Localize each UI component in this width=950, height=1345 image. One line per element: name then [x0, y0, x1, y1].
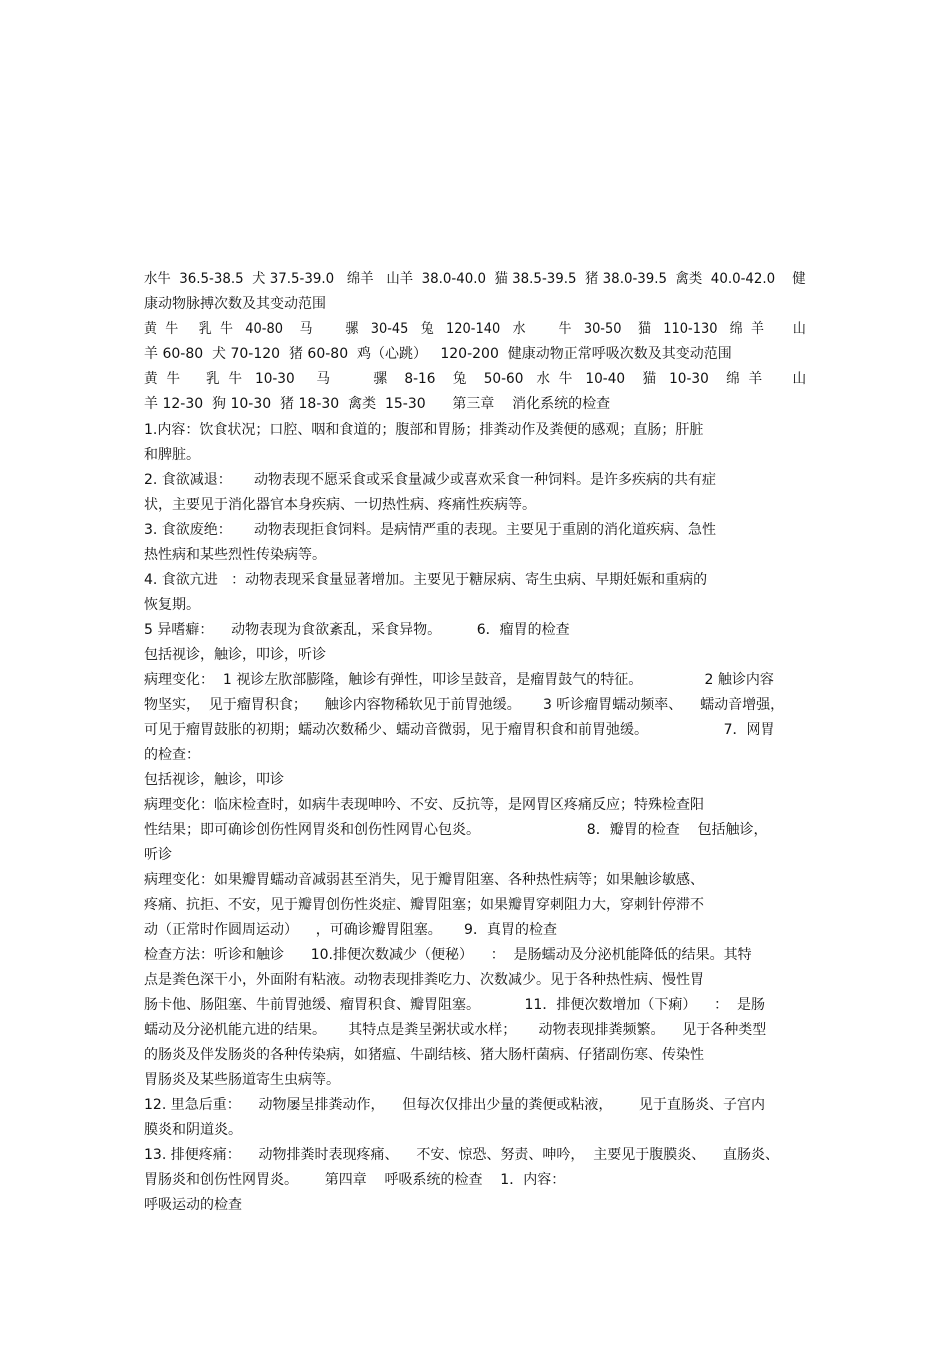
text-line: 恢复期。 [144, 597, 200, 613]
text-line: 膜炎和阴道炎。 [144, 1122, 242, 1138]
text-line: 的肠炎及伴发肠炎的各种传染病，如猪瘟、牛副结核、猪大肠杆菌病、仔猪副伤寒、传染性 [144, 1047, 704, 1063]
text-line: 蠕动及分泌机能亢进的结果。 其特点是粪呈粥状或水样； 动物表现排粪频繁。 见于各种类型 [144, 1022, 767, 1038]
text-line: 状，主要见于消化器官本身疾病、一切热性病、疼痛性疾病等。 [144, 497, 536, 513]
text-line: 点是粪色深干小，外面附有粘液。动物表现排粪吃力、次数减少。见于各种热性病、慢性胃 [144, 972, 704, 988]
text-line: 胃肠炎和创伤性网胃炎。 第四章 呼吸系统的检查 1．内容： [144, 1172, 566, 1188]
text-line: 听诊 [144, 847, 172, 863]
text-line: 病理变化： 1 视诊左肷部膨隆，触诊有弹性，叩诊呈鼓音，是瘤胃鼓气的特征。 2 触诊内容 [144, 672, 774, 688]
text-line: 呼吸运动的检查 [144, 1197, 242, 1213]
text-line: 热性病和某些烈性传染病等。 [144, 547, 326, 563]
text-line: 5 异嗜癖： 动物表现为食欲紊乱，采食异物。 6．瘤胃的检查 [144, 622, 570, 638]
text-line: 4. 食欲亢进 ：动物表现采食量显著增加。主要见于糖尿病、寄生虫病、早期妊娠和重病的 [144, 572, 708, 588]
text-line: 可见于瘤胃鼓胀的初期；蠕动次数稀少、蠕动音微弱，见于瘤胃积食和前胃弛缓。 7．网胃 [144, 722, 775, 738]
text-line: 和脾脏。 [144, 447, 200, 463]
text-line: 黄 牛 乳 牛 10-30 马 骡 8-16 兔 50-60 水 牛 10-40 猫 10-30 绵 羊 山 [144, 371, 807, 387]
text-line: 羊 60-80 犬 70-120 猪 60-80 鸡（心跳） 120-200 健康动物正常呼吸次数及其变动范围 [144, 346, 732, 362]
text-line: 13. 排便疼痛： 动物排粪时表现疼痛、 不安、惊恐、努责、呻吟， 主要见于腹膜炎、 直肠炎、 [144, 1147, 780, 1163]
text-line: 康动物脉搏次数及其变动范围 [144, 296, 326, 312]
text-line: 黄 牛 乳 牛 40-80 马 骡 30-45 兔 120-140 水 牛 30-50 猫 110-130 绵 羊 山 [144, 321, 806, 337]
text-line: 病理变化：如果瓣胃蠕动音减弱甚至消失，见于瓣胃阻塞、各种热性病等；如果触诊敏感、 [144, 872, 704, 888]
text-line: 羊 12-30 狗 10-30 猪 18-30 禽类 15-30 第三章 消化系统的检查 [144, 396, 611, 412]
text-line: 动（正常时作圆周运动） ，可确诊瓣胃阻塞。 9．真胃的检查 [144, 922, 557, 938]
text-line: 病理变化：临床检查时，如病牛表现呻吟、不安、反抗等，是网胃区疼痛反应；特殊检查阳 [144, 797, 704, 813]
text-line: 疼痛、抗拒、不安，见于瓣胃创伤性炎症、瓣胃阻塞；如果瓣胃穿刺阻力大，穿刺针停滞不 [144, 897, 704, 913]
text-line: 3. 食欲废绝： 动物表现拒食饲料。是病情严重的表现。主要见于重剧的消化道疾病、急性 [144, 522, 717, 538]
text-line: 肠卡他、肠阻塞、牛前胃弛缓、瘤胃积食、瓣胃阻塞。 11．排便次数增加（下痢） ： 是肠 [144, 997, 766, 1013]
text-line: 12. 里急后重： 动物屡呈排粪动作， 但每次仅排出少量的粪便或粘液， 见于直肠炎、子宫内 [144, 1097, 766, 1113]
text-line: 包括视诊，触诊，叩诊，听诊 [144, 647, 326, 663]
text-line: 物坚实， 见于瘤胃积食； 触诊内容物稀软见于前胃弛缓。 3 听诊瘤胃蠕动频率、 蠕动音增强， [144, 697, 785, 713]
text-line: 检查方法：听诊和触诊 10.排便次数减少（便秘） ： 是肠蠕动及分泌机能降低的结果。其特 [144, 947, 752, 963]
text-line: 胃肠炎及某些肠道寄生虫病等。 [144, 1072, 340, 1088]
text-line: 2. 食欲减退： 动物表现不愿采食或采食量减少或喜欢采食一种饲料。是许多疾病的共有症 [144, 472, 717, 488]
text-line: 包括视诊，触诊，叩诊 [144, 772, 284, 788]
text-line: 性结果；即可确诊创伤性网胃炎和创伤性网胃心包炎。 8．瓣胃的检查 包括触诊， [144, 822, 768, 838]
text-line: 1.内容：饮食状况；口腔、咽和食道的；腹部和胃肠；排粪动作及粪便的感观；直肠；肝脏 [144, 422, 704, 438]
text-line: 的检查： [144, 747, 200, 763]
text-line: 水牛 36.5-38.5 犬 37.5-39.0 绵羊 山羊 38.0-40.0 猫 38.5-39.5 猪 38.0-39.5 禽类 40.0-42.0 健 [144, 271, 806, 287]
